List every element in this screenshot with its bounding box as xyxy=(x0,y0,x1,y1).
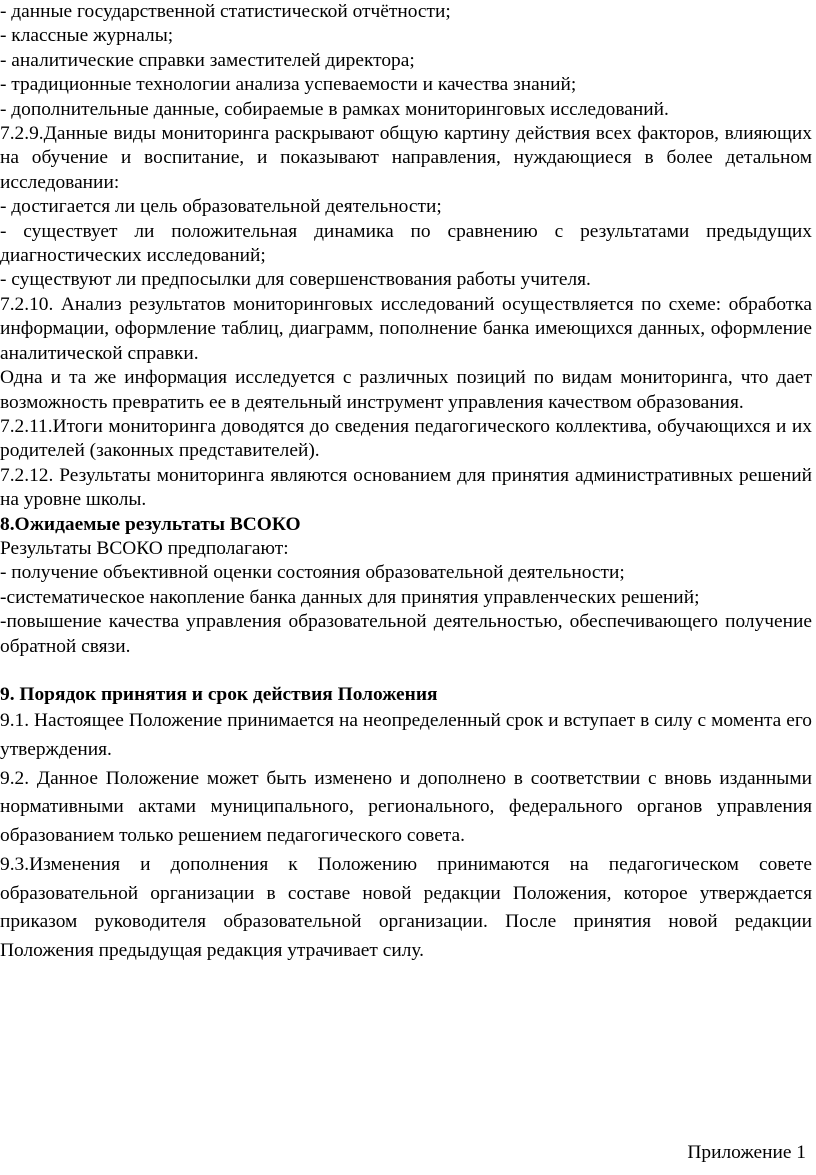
section-8-heading: 8.Ожидаемые результаты ВСОКО xyxy=(0,513,301,535)
list-item: - дополнительные данные, собираемые в рамках мониторинговых исследований. xyxy=(0,98,669,120)
paragraph-9-3: 9.3.Изменения и дополнения к Положению принимаются на педагогическом совете образовательной организации в составе новой редакции Положения, которое утверждается приказом руководителя образовательной организации. После принятия новой редакции Положения предыдущая редакция утрачивает силу. xyxy=(0,853,812,961)
list-item: - существуют ли предпосылки для совершенствования работы учителя. xyxy=(0,269,591,291)
list-item: - аналитические справки заместителей директора; xyxy=(0,49,415,71)
list-item: - существует ли положительная динамика по сравнению с результатами предыдущих диагностических исследований; xyxy=(0,220,812,267)
section-8-intro: Результаты ВСОКО предполагают: xyxy=(0,537,289,559)
paragraph-9-2: 9.2. Данное Положение может быть изменено и дополнено в соответствии с вновь изданными нормативными актами муниципального, регионального, федерального органов управления образованием только решением педагогического совета. xyxy=(0,767,812,847)
list-item: - получение объективной оценки состояния образовательной деятельности; xyxy=(0,562,625,584)
paragraph-9-1: 9.1. Настоящее Положение принимается на неопределенный срок и вступает в силу с момента его утверждения. xyxy=(0,710,812,761)
list-item: -повышение качества управления образовательной деятельностью, обеспечивающего получение обратной связи. xyxy=(0,611,812,657)
list-item: - классные журналы; xyxy=(0,25,174,47)
paragraph-7-2-10: 7.2.10. Анализ результатов мониторинговых исследований осуществляется по схеме: обработка информации, оформление таблиц, диаграмм, пополнение банка имеющихся данных, оформление аналитической справки. xyxy=(0,293,812,364)
section-9 xyxy=(0,683,812,966)
paragraph-same-info: Одна и та же информация исследуется с различных позиций по видам мониторинга, что дает возможность превратить ее в деятельный инструмент управления качеством образования. xyxy=(0,367,812,413)
paragraph-7-2-9: 7.2.9.Данные виды мониторинга раскрывают общую картину действия всех факторов, влияющих на обучение и воспитание, и показывают направления, нуждающиеся в более детальном исследовании: xyxy=(0,123,812,193)
section-9-heading: 9. Порядок принятия и срок действия Положения xyxy=(0,683,438,705)
list-item: - достигается ли цель образовательной деятельности; xyxy=(0,196,442,218)
list-item: - данные государственной статистической отчётности; xyxy=(0,1,451,22)
spacer xyxy=(0,659,812,683)
page-footer: Приложение 1 xyxy=(687,1142,806,1163)
paragraph-7-2-11: 7.2.11.Итоги мониторинга доводятся до сведения педагогического коллектива, обучающихся и их родителей (законных представителей). xyxy=(0,415,812,462)
paragraph-7-2-12: 7.2.12. Результаты мониторинга являются основанием для принятия административных решений на уровне школы. xyxy=(0,464,812,511)
list-item: - традиционные технологии анализа успеваемости и качества знаний; xyxy=(0,74,577,96)
list-item: -систематическое накопление банка данных для принятия управленческих решений; xyxy=(0,586,700,608)
